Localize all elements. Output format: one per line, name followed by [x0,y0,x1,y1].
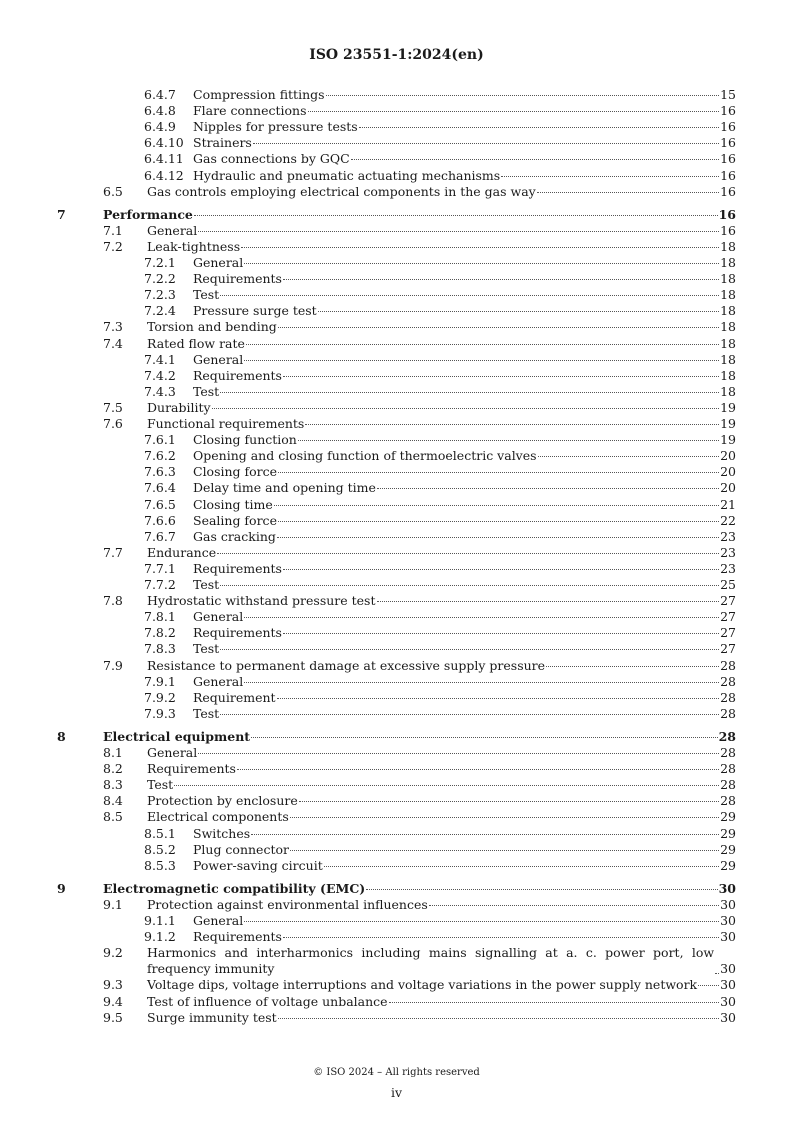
toc-entry[interactable] [0,271,793,287]
toc-entry-title: General [193,255,244,270]
toc-entry[interactable] [0,255,793,271]
toc-entry-page: 19 [720,399,736,415]
dot-leader [194,215,718,216]
dot-leader [324,866,719,867]
toc-entry[interactable] [0,641,793,657]
toc-entry[interactable] [0,103,793,119]
toc-entry-title: Gas controls employing electrical components in the gas way [147,183,536,199]
toc-entry-number: 6.4.11 [144,151,184,167]
toc-entry[interactable] [0,593,793,609]
toc-entry[interactable] [0,151,793,167]
toc-entry-page: 16 [720,103,736,119]
dot-leader [277,537,719,538]
toc-entry[interactable] [0,368,793,384]
toc-entry-number: 6.4.10 [144,135,184,151]
toc-entry-page: 30 [720,929,736,945]
toc-entry-page: 18 [720,255,736,270]
toc-entry-title: Requirement [193,689,276,705]
toc-entry-page: 16 [720,151,736,167]
toc-entry-page: 23 [720,560,736,576]
toc-entry-page: 23 [720,528,736,544]
toc-entry[interactable] [0,513,793,529]
dot-leader [244,617,719,618]
toc-entry-number: 7.7 [103,544,123,560]
dot-leader [283,279,719,280]
toc-entry-title: Strainers [193,135,252,151]
dot-leader [366,889,717,890]
toc-entry-page: 30 [718,880,736,896]
dot-leader [283,937,719,938]
toc-entry[interactable] [0,842,793,858]
toc-entry[interactable] [0,577,793,593]
toc-entry[interactable] [0,239,793,255]
toc-entry-page: 18 [720,287,736,303]
dot-leader [326,95,720,96]
toc-entry[interactable] [0,529,793,545]
dot-leader [546,666,719,667]
dot-leader [198,231,719,232]
dot-leader [251,737,718,738]
dot-leader [253,143,719,144]
toc-entry-page: 29 [720,841,736,857]
toc-entry[interactable] [0,761,793,777]
toc-entry-page: 30 [720,977,736,993]
toc-entry-page: 28 [720,745,736,760]
toc-entry-number: 7.4.1 [144,351,176,367]
toc-entry-number: 7.2 [103,238,123,254]
toc-entry-title: Durability [147,399,211,415]
toc-entry[interactable] [0,416,793,432]
toc-entry-number: 7.8 [103,593,123,609]
toc-entry[interactable] [0,809,793,825]
toc-entry[interactable] [0,977,793,993]
toc-entry-page: 20 [720,480,736,496]
toc-entry-number: 8 [57,728,66,744]
toc-entry-number: 7.6 [103,416,123,431]
toc-entry-number: 6.4.12 [144,167,184,183]
toc-entry-title: Performance [103,206,193,222]
toc-entry-page: 15 [720,87,736,102]
toc-entry-title: Surge immunity test [147,1009,277,1025]
toc-entry-page: 20 [720,448,736,464]
toc-entry-title: General [193,351,244,367]
toc-entry-title: Switches [193,825,251,841]
toc-entry-number: 7.6.6 [144,512,176,528]
dot-leader [299,801,719,802]
toc-entry[interactable] [0,913,793,929]
toc-entry-number: 7.9.2 [144,689,176,705]
toc-entry-page: 28 [720,761,736,777]
toc-entry-title: General [147,745,198,760]
toc-entry[interactable] [0,729,793,745]
toc-entry-page: 30 [720,961,736,977]
toc-entry-title: Sealing force [193,512,277,528]
toc-entry-title: Test of influence of voltage unbalance [147,993,388,1009]
toc-entry[interactable] [0,480,793,496]
toc-entry-number: 7.6.1 [144,432,176,448]
toc-entry-number: 7.6.7 [144,528,176,544]
dot-leader [278,327,719,328]
dot-leader [244,921,719,922]
toc-entry[interactable] [0,881,793,897]
dot-leader [359,127,719,128]
toc-entry-number: 7.9.1 [144,673,176,689]
toc-entry-number: 6.5 [103,183,123,199]
toc-entry-page: 27 [720,641,736,657]
dot-leader [298,440,719,441]
toc-entry-page: 30 [720,896,736,912]
toc-entry-number: 9.2 [103,945,123,961]
toc-entry-title: Endurance [147,544,217,560]
toc-entry-number: 8.2 [103,761,123,777]
toc-entry-title: Test [193,577,220,592]
toc-entry-number: 6.4.9 [144,119,176,135]
toc-entry[interactable] [0,929,793,945]
dot-leader [244,360,719,361]
toc-entry-title: General [193,913,244,928]
toc-entry-page: 29 [720,825,736,841]
toc-entry[interactable] [0,352,793,368]
toc-entry-title: Electrical equipment [103,728,251,744]
toc-entry[interactable] [0,826,793,842]
toc-entry-number: 7.2.1 [144,255,176,270]
dot-leader [283,633,719,634]
dot-leader [278,521,719,522]
toc-entry[interactable] [0,625,793,641]
toc-entry-page: 18 [720,303,736,319]
dot-leader [220,392,719,393]
toc-entry-title: Hydraulic and pneumatic actuating mechanisms [193,167,501,183]
dot-leader [251,834,719,835]
toc-entry-number: 7.7.2 [144,577,176,592]
toc-entry-page: 18 [720,238,736,254]
dot-leader [220,295,719,296]
toc-entry-title: Requirements [193,271,282,287]
dot-leader [274,505,719,506]
toc-entry-title: Requirements [193,625,282,641]
toc-entry[interactable] [0,336,793,352]
toc-entry-number: 7.8.2 [144,625,176,641]
dot-leader [278,472,719,473]
dot-leader [237,769,719,770]
toc-entry-title: Gas cracking [193,528,276,544]
dot-leader [377,601,720,602]
toc-entry-number: 7.9.3 [144,705,176,721]
toc-entry-page: 18 [720,335,736,351]
toc-entry[interactable] [0,400,793,416]
toc-entry-title: Pressure surge test [193,303,317,319]
toc-entry-number: 8.3 [103,777,123,793]
toc-entry[interactable] [0,319,793,335]
toc-entry-number: 7.4.3 [144,383,176,399]
dot-leader [715,973,719,974]
toc-entry-title: Test [193,705,220,721]
toc-entry-page: 28 [720,673,736,689]
toc-entry-number: 7.2.4 [144,303,176,319]
toc-entry[interactable] [0,858,793,874]
toc-entry-number: 7.6.3 [144,464,176,480]
toc-entry-title: Test [193,641,220,657]
dot-leader [389,1002,720,1003]
toc-entry-number: 6.4.8 [144,103,176,119]
toc-entry[interactable] [0,287,793,303]
toc-entry-number: 9.1.2 [144,929,176,945]
toc-entry-page: 28 [720,689,736,705]
dot-leader [220,714,719,715]
toc-entry-page: 16 [720,119,736,135]
toc-entry-page: 28 [718,728,736,744]
toc-entry-number: 9.3 [103,977,123,993]
toc-entry-page: 28 [720,657,736,673]
toc-entry-number: 8.5.1 [144,825,176,841]
toc-entry[interactable] [0,207,793,223]
toc-entry[interactable] [0,690,793,706]
toc-entry-title: Compression fittings [193,87,325,102]
toc-entry-page: 20 [720,464,736,480]
toc-entry-title: Requirements [147,761,236,777]
toc-entry[interactable] [0,184,793,200]
toc-entry-page: 18 [720,383,736,399]
toc-entry-title: Closing function [193,432,297,448]
toc-entry-number: 9.1.1 [144,913,176,928]
toc-entry-number: 7.4 [103,335,123,351]
dot-leader [308,111,720,112]
dot-leader [351,159,719,160]
dot-leader [220,585,719,586]
dot-leader [212,408,720,409]
toc-entry[interactable] [0,384,793,400]
toc-entry-title: General [147,222,198,238]
dot-leader [217,553,719,554]
dot-leader [305,424,719,425]
toc-entry[interactable] [0,609,793,625]
toc-entry-page: 16 [720,167,736,183]
toc-entry-page: 18 [720,319,736,335]
toc-entry[interactable] [0,448,793,464]
toc-entry[interactable] [0,706,793,722]
toc-entry-title: Nipples for pressure tests [193,119,358,135]
toc-entry-number: 7.1 [103,222,123,238]
dot-leader [278,1018,719,1019]
toc-entry[interactable] [0,897,793,913]
toc-entry-number: 9.5 [103,1009,123,1025]
toc-entry-number: 7.2.2 [144,271,176,287]
toc-entry-page: 28 [720,793,736,809]
toc-entry[interactable] [0,303,793,319]
dot-leader [244,263,719,264]
toc-entry[interactable] [0,945,793,977]
toc-entry-title: Closing time [193,496,273,512]
toc-entry-title: Closing force [193,464,278,480]
toc-entry-page: 18 [720,351,736,367]
toc-entry-page: 22 [720,512,736,528]
dot-leader [429,905,719,906]
toc-entry-page: 30 [720,993,736,1009]
toc-entry-number: 7.8.3 [144,641,176,657]
dot-leader [290,850,719,851]
toc-entry-title: Functional requirements [147,416,305,431]
toc-entry-title: Electromagnetic compatibility (EMC) [103,880,366,896]
toc-entry-title: Opening and closing function of thermoelectric valves [193,448,537,464]
toc-entry-page: 16 [720,222,736,238]
toc-entry[interactable] [0,119,793,135]
toc-entry-title: Delay time and opening time [193,480,376,496]
dot-leader [537,192,719,193]
toc-entry[interactable] [0,561,793,577]
dot-leader [283,376,719,377]
toc-entry-page: 29 [720,857,736,873]
toc-entry[interactable] [0,745,793,761]
toc-entry-number: 8.4 [103,793,123,809]
toc-entry-number: 7.8.1 [144,609,176,625]
toc-entry-number: 7.4.2 [144,367,176,383]
toc-entry-title: Test [193,383,220,399]
toc-entry-title: Gas connections by GQC [193,151,350,167]
toc-entry-page: 23 [720,544,736,560]
toc-entry-title: Requirements [193,367,282,383]
copyright-footer: © ISO 2024 – All rights reserved [313,1067,480,1078]
toc-entry[interactable] [0,497,793,513]
toc-entry-title: Electrical components [147,809,289,825]
dot-leader [244,682,719,683]
toc-entry-title: Flare connections [193,103,307,119]
dot-leader [290,817,719,818]
toc-entry-number: 7.3 [103,319,123,335]
document-header: ISO 23551-1:2024(en) [309,47,484,63]
toc-entry[interactable] [0,1010,793,1026]
toc-entry-number: 8.5.2 [144,841,176,857]
toc-entry-title: Resistance to permanent damage at excessive supply pressure [147,657,546,673]
toc-entry-page: 21 [720,496,736,512]
toc-entry[interactable] [0,994,793,1010]
dot-leader [283,569,719,570]
toc-entry[interactable] [0,464,793,480]
dot-leader [501,176,719,177]
toc-entry-number: 7.9 [103,657,123,673]
toc-entry-title: Plug connector [193,841,289,857]
toc-entry-page: 27 [720,593,736,609]
dot-leader [377,488,719,489]
toc-entry-page: 29 [720,809,736,825]
toc-entry-title: Torsion and bending [147,319,277,335]
toc-entry-page: 27 [720,609,736,625]
toc-entry-title: Protection by enclosure [147,793,298,809]
dot-leader [220,649,719,650]
toc-entry[interactable] [0,777,793,793]
toc-entry-page: 16 [718,206,736,222]
page-number: iv [390,1085,403,1100]
toc-entry[interactable] [0,545,793,561]
toc-entry-number: 7.6.4 [144,480,176,496]
toc-entry[interactable] [0,168,793,184]
dot-leader [174,785,719,786]
toc-entry-title: Voltage dips, voltage interruptions and voltage variations in the power supply network [147,977,698,993]
dot-leader [318,311,719,312]
toc-entry[interactable] [0,793,793,809]
toc-entry-page: 16 [720,183,736,199]
toc-entry-title: Rated flow rate [147,335,245,351]
toc-entry-title: Requirements [193,929,282,945]
toc-entry[interactable] [0,223,793,239]
toc-entry-number: 9.4 [103,993,123,1009]
toc-entry-title: Test [147,777,174,793]
dot-leader [277,698,720,699]
dot-leader [538,456,720,457]
dot-leader [246,344,719,345]
toc-entry-number: 9.1 [103,896,123,912]
toc-entry-number: 7 [57,206,66,222]
toc-entry-page: 19 [720,432,736,448]
toc-entry-title: Protection against environmental influences [147,896,428,912]
dot-leader [698,985,719,986]
toc-entry-page: 18 [720,271,736,287]
toc-entry-title: Harmonics and interharmonics including mains signalling at a. c. power port, low frequency immunity [147,945,715,977]
toc-entry-page: 30 [720,913,736,928]
toc-entry-number: 8.5 [103,809,123,825]
dot-leader [241,247,719,248]
toc-entry-number: 7.6.5 [144,496,176,512]
toc-entry-number: 7.2.3 [144,287,176,303]
toc-entry-number: 8.5.3 [144,857,176,873]
toc-entry[interactable] [0,135,793,151]
toc-entry[interactable] [0,658,793,674]
toc-entry-page: 18 [720,367,736,383]
toc-entry-page: 28 [720,777,736,793]
dot-leader [198,753,719,754]
toc-entry-page: 30 [720,1009,736,1025]
toc-entry-number: 7.5 [103,399,123,415]
toc-entry-number: 8.1 [103,745,123,760]
toc-entry-title: Power-saving circuit [193,857,323,873]
toc-entry-page: 25 [720,577,736,592]
toc-entry-title: Hydrostatic withstand pressure test [147,593,376,609]
toc-entry-page: 19 [720,416,736,431]
toc-entry-page: 27 [720,625,736,641]
toc-entry-number: 9 [57,880,66,896]
toc-entry-number: 7.6.2 [144,448,176,464]
toc-entry-page: 28 [720,705,736,721]
toc-entry-title: General [193,673,244,689]
toc-entry-title: General [193,609,244,625]
toc-entry[interactable] [0,432,793,448]
toc-entry[interactable] [0,87,793,103]
toc-entry-title: Test [193,287,220,303]
toc-entry-number: 6.4.7 [144,87,176,102]
toc-entry-title: Leak-tightness [147,238,241,254]
toc-entry-title: Requirements [193,560,282,576]
toc-entry-page: 16 [720,135,736,151]
toc-entry[interactable] [0,674,793,690]
toc-entry-number: 7.7.1 [144,560,176,576]
